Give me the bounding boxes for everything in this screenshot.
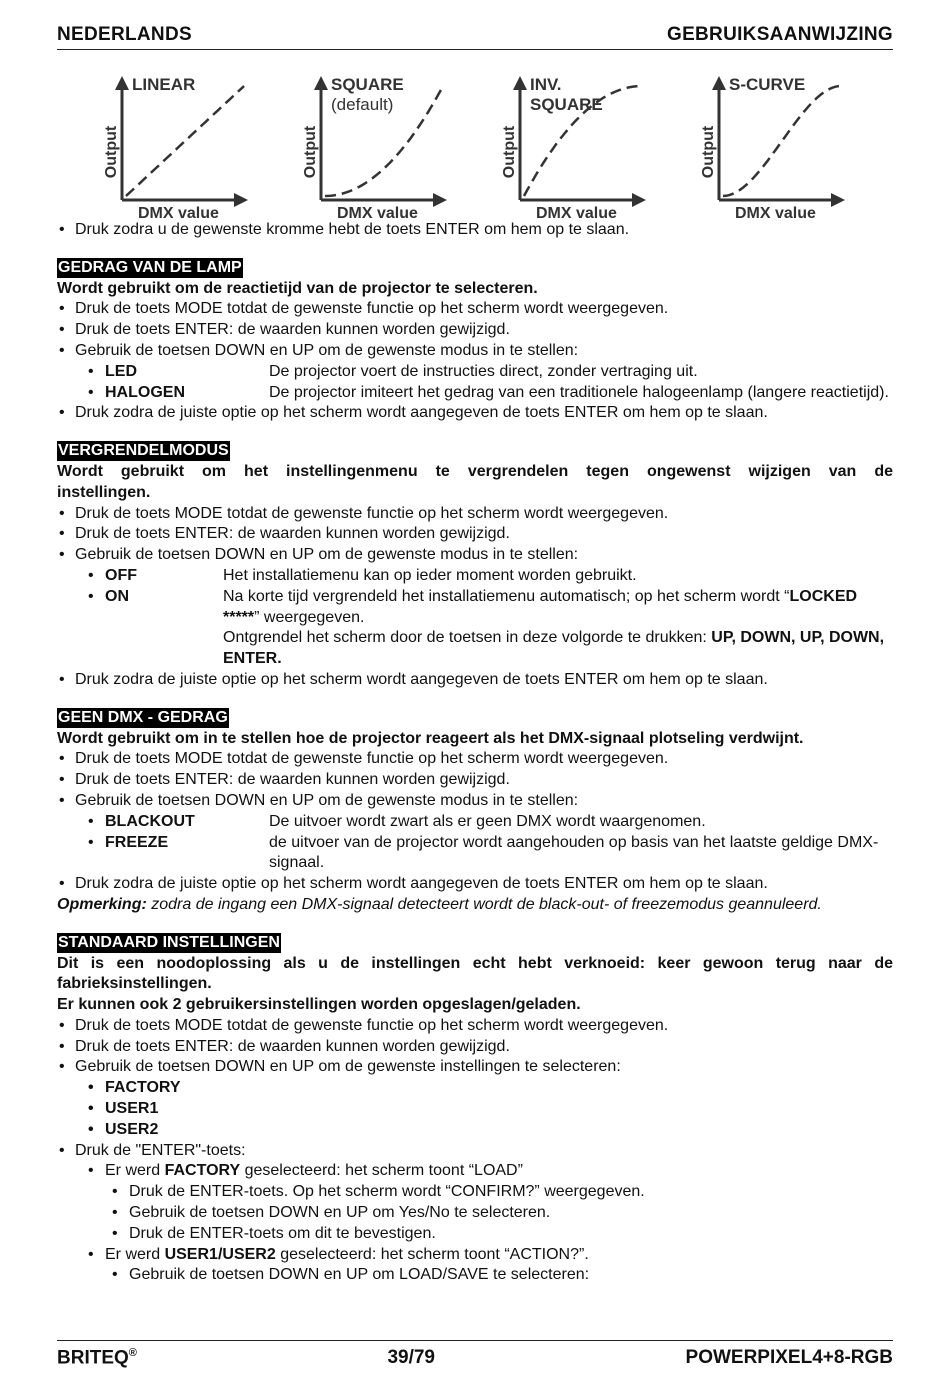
defaults-factory-sub-1: • Druk de ENTER-toets. Op het scherm wordt “CONFIRM?” weergegeven. xyxy=(57,1182,893,1203)
defaults-factory-sub-3: • Druk de ENTER-toets om dit te bevestigen. xyxy=(57,1224,893,1245)
lock-option-off xyxy=(57,566,893,587)
lock-step-3: • Gebruik de toetsen DOWN en UP om de gewenste modus in te stellen: xyxy=(57,545,893,566)
footer-page-number: 39/79 xyxy=(387,1347,435,1368)
x-axis-label: DMX value xyxy=(138,205,219,222)
x-axis-arrow xyxy=(632,193,646,207)
y-axis-arrow xyxy=(115,76,129,90)
option-key: • FREEZE xyxy=(105,833,168,854)
defaults-item-user2: • USER2 xyxy=(57,1120,893,1141)
curve-label: INV. xyxy=(530,75,562,94)
option-desc-unlock: Ontgrendel het scherm door de toetsen in deze volgorde te drukken: UP, DOWN, UP, DOWN, ENTER. xyxy=(223,629,885,668)
x-axis-label: DMX value xyxy=(337,205,418,222)
lamp-option-halogen xyxy=(57,383,893,404)
y-axis-arrow xyxy=(314,76,328,90)
defaults-step-4: • Druk de "ENTER"-toets: xyxy=(57,1141,893,1162)
lock-option-on xyxy=(57,587,893,670)
defaults-lead-2: fabrieksinstellingen. xyxy=(57,975,212,993)
y-axis-arrow xyxy=(712,76,726,90)
response-curve-linear xyxy=(126,86,244,196)
lamp-option-led xyxy=(57,362,893,383)
lock-step-1: • Druk de toets MODE totdat de gewenste functie op het scherm wordt weergegeven. xyxy=(57,504,893,525)
curve-diagrams xyxy=(100,70,860,222)
curve-sublabel: SQUARE xyxy=(530,95,603,114)
curves-svg xyxy=(100,70,860,222)
defaults-user-sub-1: • Gebruik de toetsen DOWN en UP om LOAD/SAVE te selecteren: xyxy=(57,1265,893,1286)
nodmx-option-freeze xyxy=(57,833,893,875)
x-axis-arrow xyxy=(234,193,248,207)
lock-lead-2: instellingen. xyxy=(57,483,151,501)
option-desc: De projector voert de instructies direct, zonder vertraging uit. xyxy=(269,362,698,380)
y-axis-label: Output xyxy=(103,125,120,179)
lock-step-2: • Druk de toets ENTER: de waarden kunnen worden gewijzigd. xyxy=(57,524,893,545)
lamp-step-4: • Druk zodra de juiste optie op het scherm wordt aangegeven de toets ENTER om hem op te slaan. xyxy=(57,403,893,424)
header-manual-title: GEBRUIKSAANWIJZING xyxy=(666,24,893,45)
defaults-step-2: • Druk de toets ENTER: de waarden kunnen worden gewijzigd. xyxy=(57,1037,893,1058)
page-footer xyxy=(57,1340,893,1369)
curve-sublabel: (default) xyxy=(331,95,394,114)
curve-label: LINEAR xyxy=(132,75,196,94)
x-axis-arrow xyxy=(831,193,845,207)
page-header xyxy=(57,22,893,50)
defaults-lead-3: Er kunnen ook 2 gebruikersinstellingen worden opgeslagen/geladen. xyxy=(57,996,581,1014)
option-key: • OFF xyxy=(105,566,137,587)
defaults-item-user1: • USER1 xyxy=(57,1099,893,1120)
intro-bullet: • Druk zodra u de gewenste kromme hebt de toets ENTER om hem op te slaan. xyxy=(57,220,893,241)
defaults-user-selected: • Er werd USER1/USER2 geselecteerd: het scherm toont “ACTION?”. xyxy=(57,1245,893,1266)
curve-label: SQUARE xyxy=(331,75,404,94)
section-heading-defaults: STANDAARD INSTELLINGEN xyxy=(58,933,280,951)
defaults-factory-sub-2: • Gebruik de toetsen DOWN en UP om Yes/No te selecteren. xyxy=(57,1203,893,1224)
header-language: NEDERLANDS xyxy=(57,24,192,45)
nodmx-note: Opmerking: zodra de ingang een DMX-signaal detecteert wordt de black-out- of freezemodus geannuleerd. xyxy=(57,895,822,913)
defaults-factory-selected: • Er werd FACTORY geselecteerd: het scherm toont “LOAD” xyxy=(57,1161,893,1182)
y-axis-label: Output xyxy=(501,125,518,179)
x-axis-label: DMX value xyxy=(735,205,816,222)
footer-brand: BRITEQ® xyxy=(57,1347,137,1369)
lamp-step-3: • Gebruik de toetsen DOWN en UP om de gewenste modus in te stellen: xyxy=(57,341,893,362)
lamp-step-2: • Druk de toets ENTER: de waarden kunnen worden gewijzigd. xyxy=(57,320,893,341)
nodmx-step-1: • Druk de toets MODE totdat de gewenste functie op het scherm wordt weergegeven. xyxy=(57,749,893,770)
option-desc: Na korte tijd vergrendeld het installatiemenu automatisch; op het scherm wordt “LOCKED *****” weergegeven. xyxy=(223,587,858,626)
section-heading-lock: VERGRENDELMODUS xyxy=(58,442,229,460)
defaults-step-3: • Gebruik de toetsen DOWN en UP om de gewenste instellingen te selecteren: xyxy=(57,1057,893,1078)
y-axis-label: Output xyxy=(700,125,717,179)
option-key: • BLACKOUT xyxy=(105,812,195,833)
section-heading-lamp: GEDRAG VAN DE LAMP xyxy=(58,258,242,276)
lock-lead-1: Wordt gebruikt om het instellingenmenu te vergrendelen tegen ongewenst wijzigen van de xyxy=(57,462,893,480)
nodmx-option-blackout xyxy=(57,812,893,833)
footer-model: POWERPIXEL4+8-RGB xyxy=(685,1347,893,1368)
nodmx-step-3: • Gebruik de toetsen DOWN en UP om de gewenste modus in te stellen: xyxy=(57,791,893,812)
option-key: • HALOGEN xyxy=(105,383,185,404)
section-heading-nodmx: GEEN DMX - GEDRAG xyxy=(58,708,228,726)
option-desc: de uitvoer van de projector wordt aangehouden op basis van het laatste geldige DMX-signaal. xyxy=(269,833,879,872)
lamp-step-1: • Druk de toets MODE totdat de gewenste functie op het scherm wordt weergegeven. xyxy=(57,299,893,320)
option-desc: Het installatiemenu kan op ieder moment worden gebruikt. xyxy=(223,566,637,584)
defaults-step-1: • Druk de toets MODE totdat de gewenste functie op het scherm wordt weergegeven. xyxy=(57,1016,893,1037)
option-desc: De projector imiteert het gedrag van een traditionele halogeenlamp (langere reactietijd). xyxy=(269,383,889,401)
option-desc: De uitvoer wordt zwart als er geen DMX wordt waargenomen. xyxy=(269,812,706,830)
y-axis-label: Output xyxy=(302,125,319,179)
option-key: • ON xyxy=(105,587,129,608)
curve-label: S-CURVE xyxy=(729,75,806,94)
option-key: • LED xyxy=(105,362,137,383)
nodmx-step-2: • Druk de toets ENTER: de waarden kunnen worden gewijzigd. xyxy=(57,770,893,791)
lamp-lead: Wordt gebruikt om de reactietijd van de projector te selecteren. xyxy=(57,279,538,297)
response-curve-scurve xyxy=(723,86,841,196)
nodmx-step-4: • Druk zodra de juiste optie op het scherm wordt aangegeven de toets ENTER om hem op te slaan. xyxy=(57,874,893,895)
x-axis-arrow xyxy=(433,193,447,207)
x-axis-label: DMX value xyxy=(536,205,617,222)
lock-step-4: • Druk zodra de juiste optie op het scherm wordt aangegeven de toets ENTER om hem op te slaan. xyxy=(57,670,893,691)
nodmx-lead: Wordt gebruikt om in te stellen hoe de projector reageert als het DMX-signaal plotseling verdwijnt. xyxy=(57,729,804,747)
defaults-item-factory: • FACTORY xyxy=(57,1078,893,1099)
y-axis-arrow xyxy=(513,76,527,90)
defaults-lead-1: Dit is een noodoplossing als u de instellingen echt hebt verknoeid: keer gewoon terug naar de xyxy=(57,954,893,972)
page-content xyxy=(57,220,893,1286)
